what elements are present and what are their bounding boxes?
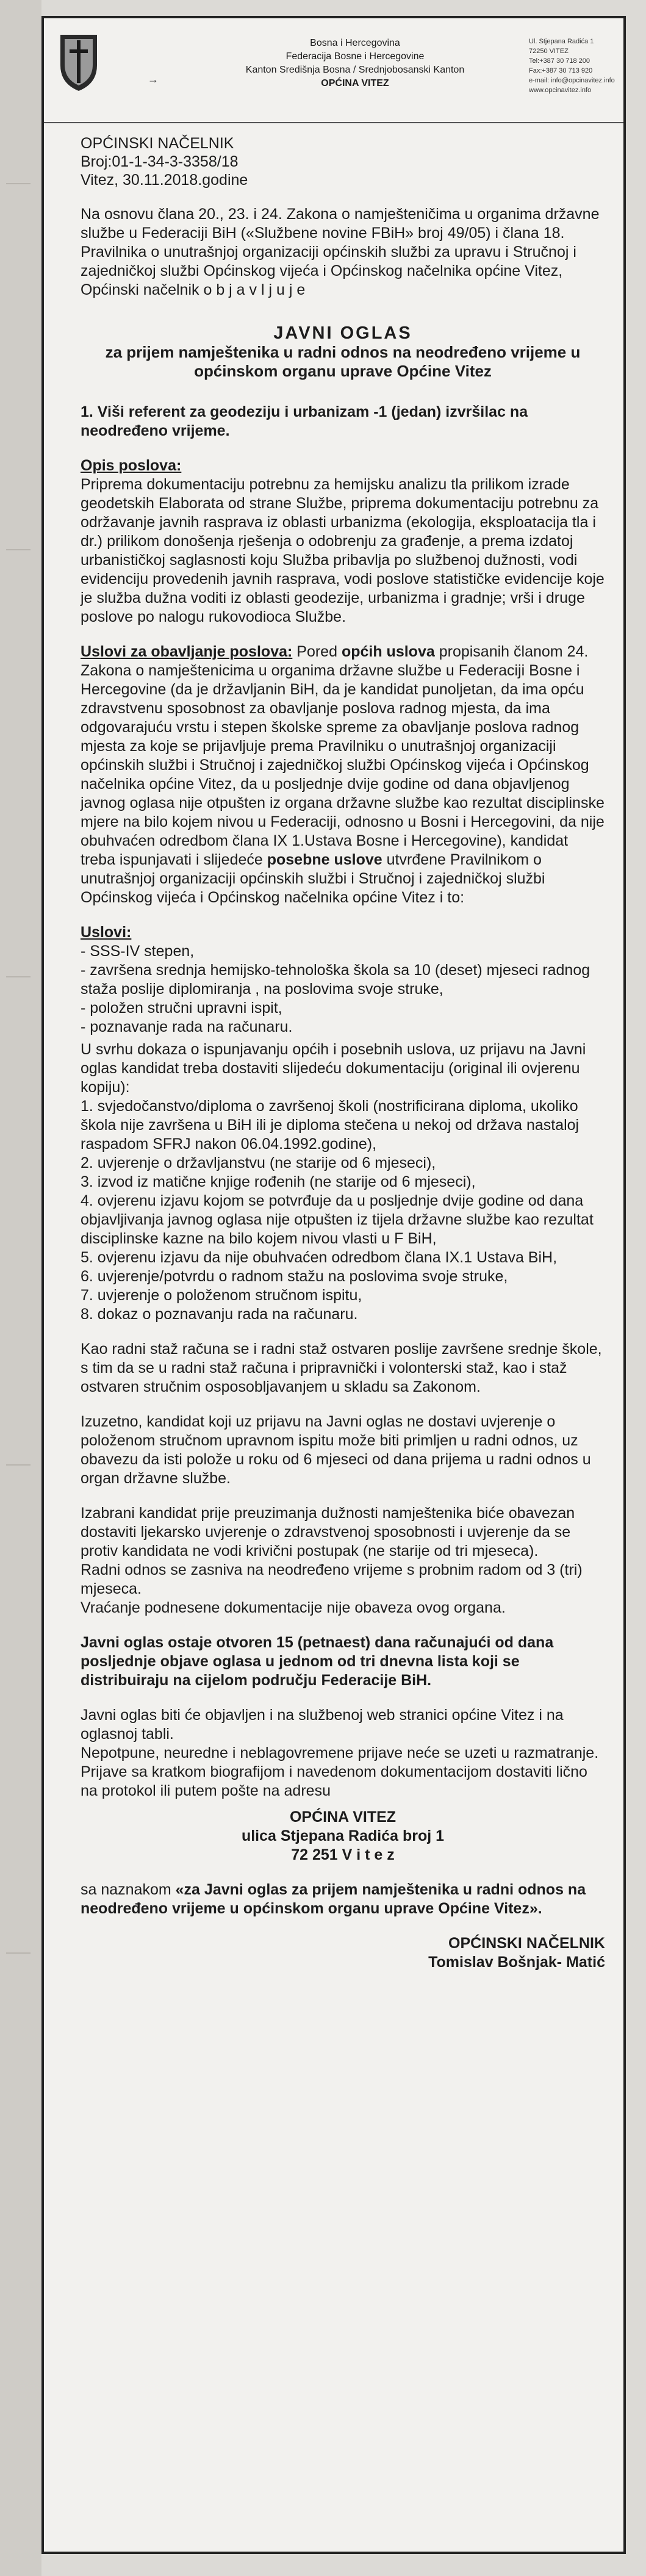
doc-item: 8. dokaz o poznavanju rada na računaru. bbox=[81, 1306, 358, 1323]
label-text: «za Javni oglas za prijem namještenika u radni odnos na neodređeno vrijeme u općinskom organu uprave Općine Vitez». bbox=[81, 1881, 586, 1917]
reference-block bbox=[81, 134, 605, 189]
contact-email: e-mail: info@opcinavitez.info bbox=[529, 77, 615, 84]
general-conditions: općih uslova bbox=[341, 643, 435, 660]
conditions-text: propisanih članom 24. Zakona o namještenicima u organima državne službe u Federaciji Bosne i Hercegovine (da je državljanin BiH, da je kandidat punoljetan, da ima opću zdravstvenu sposobnost za obavljanje poslova radnog mjesta, da ima odgovarajuću vrstu i stepen školske spreme za obavljanje poslova radnog mjesta za koje se prijavljuje prema Pravilniku o unutrašnjoj organizaciji općinskih službi i Stručnoj i zajedničkoj službi Općinskog vijeća i Općinskog načelnika općine Vitez, da u posljednje dvije godine od dana objavljenog javnog oglasa nije otpušten iz organa državne službe kao rezultat disciplinske mjere na bilo kojem nivou u Federaciji, odnosno u Bosni i Hercegovini, da nije obuhvaćen odredbom člana IX 1.Ustava Bosne i Hercegovine), kandidat treba ispunjavati i slijedeće bbox=[81, 643, 605, 868]
submit-note: Prijave sa kratkom biografijom i navedenom dokumentacijom dostaviti lično na protokol ili putem pošte na adresu bbox=[81, 1763, 587, 1799]
conditions-section bbox=[81, 642, 605, 907]
doc-item: 6. uvjerenje/potvrdu o radnom stažu na poslovima svoje struke, bbox=[81, 1268, 508, 1285]
publish-note: Javni oglas biti će objavljen i na službenoj web stranici općine Vitez i na oglasnoj tabli. bbox=[81, 1707, 564, 1743]
signature-office: OPĆINSKI NAČELNIK bbox=[448, 1935, 605, 1952]
requirement-item: - završena srednja hemijsko-tehnološka škola sa 10 (deset) mjeseci radnog staža poslije diplomiranja , na poslovima svoje struke, bbox=[81, 962, 590, 998]
letterhead-text bbox=[196, 37, 514, 90]
letterhead bbox=[44, 18, 623, 123]
duties-section bbox=[81, 456, 605, 627]
ad-title: JAVNI OGLAS bbox=[273, 323, 412, 343]
signature-name: Tomislav Bošnjak- Matić bbox=[428, 1954, 605, 1971]
requirement-item: - položen stručni upravni ispit, bbox=[81, 999, 282, 1016]
address-line: ulica Stjepana Radića broj 1 bbox=[241, 1827, 445, 1844]
signature-block bbox=[81, 1934, 605, 1972]
incomplete-note: Nepotpune, neuredne i neblagovremene prijave neće se uzeti u razmatranje. bbox=[81, 1744, 599, 1761]
contact-line: Fax:+387 30 713 920 bbox=[529, 67, 593, 74]
contact-website: www.opcinavitez.info bbox=[529, 87, 592, 94]
doc-item: 3. izvod iz matične knjige rođenih (ne starije od 6 mjeseci), bbox=[81, 1173, 476, 1190]
doc-item: 2. uvjerenje o državljanstvu (ne starije od 6 mjeseci), bbox=[81, 1154, 436, 1171]
exam-note: Izuzetno, kandidat koji uz prijavu na Javni oglas ne dostavi uvjerenje o položenom stručnom upravnom ispitu može biti primljen u radni odnos, uz obavezu da isti polože u roku od 6 mjeseci od dana prijema u radni odnos u organ državne službe. bbox=[81, 1413, 591, 1487]
medical-note: Izabrani kandidat prije preuzimanja dužnosti namještenika biće obavezan dostaviti ljekarsko uvjerenje o zdravstvenoj sposobnosti i uvjerenje da se protiv kandidata ne vodi krivični postupak (ne starije od tri mjeseca). bbox=[81, 1505, 575, 1560]
docs-intro: U svrhu dokaza o ispunjavanju općih i posebnih uslova, uz prijavu na Javni oglas kandidat treba dostaviti slijedeću dokumentaciju (original ili ovjerenu kopiju): bbox=[81, 1041, 586, 1096]
coat-of-arms-icon bbox=[57, 32, 100, 93]
doc-item: 7. uvjerenje o položenom stručnom ispitu, bbox=[81, 1287, 362, 1304]
contact-line: Ul. Stjepana Radića 1 bbox=[529, 38, 594, 45]
address-line: 72 251 V i t e z bbox=[291, 1846, 395, 1863]
doc-item: 5. ovjerenu izjavu da nije obuhvaćen odredbom člana IX.1 Ustava BiH, bbox=[81, 1249, 558, 1266]
requirement-item: - SSS-IV stepen, bbox=[81, 943, 195, 960]
reference-office: OPĆINSKI NAČELNIK bbox=[81, 135, 234, 152]
ad-body bbox=[81, 134, 605, 1972]
return-note: Vraćanje podnesene dokumentacije nije obaveza ovog organa. bbox=[81, 1599, 506, 1616]
open-note: Javni oglas ostaje otvoren 15 (petnaest) dana računajući od dana posljednje objave oglasa u jednom od tri dnevna lista koji se distribuiraju na cijelom području Federacije BiH. bbox=[81, 1634, 554, 1689]
requirements-heading: Uslovi: bbox=[81, 924, 132, 941]
requirement-item: - poznavanje rada na računaru. bbox=[81, 1018, 293, 1035]
ad-subtitle: za prijem namještenika u radni odnos na neodređeno vrijeme u općinskom organu uprave Općine Vitez bbox=[105, 343, 581, 380]
contact-line: 72250 VITEZ bbox=[529, 48, 569, 55]
conditions-heading: Uslovi za obavljanje poslova: bbox=[81, 643, 293, 660]
reference-date: Vitez, 30.11.2018.godine bbox=[81, 171, 248, 189]
conditions-text: utvrđene Pravilnikom o unutrašnjoj organizaciji općinskih službi i Stručnoj i zajedničkoj službi Općinskog vijeća i Općinskog načelnika općine Vitez i to: bbox=[81, 851, 545, 906]
letterhead-line: Bosna i Hercegovina bbox=[310, 38, 400, 48]
doc-item: 1. svjedočanstvo/diploma o završenoj školi (nostrificirana diploma, ukoliko škola nije završena u BiH ili je diploma stečena u nekoj od država nastaloj raspadom SFRJ nakon 06.04.1992.godine), bbox=[81, 1098, 580, 1153]
special-conditions: posebne uslove bbox=[267, 851, 382, 868]
position-heading: 1. Viši referent za geodeziju i urbanizam -1 (jedan) izvršilac na neodređeno vrijeme. bbox=[81, 403, 528, 439]
letterhead-municipality: OPĆINA VITEZ bbox=[321, 78, 389, 88]
letterhead-line: Kanton Središnja Bosna / Srednjobosanski Kanton bbox=[245, 65, 465, 75]
intro-paragraph: Na osnovu člana 20., 23. i 24. Zakona o namješteničima u organima državne službe u Federaciji BiH («Službene novine FBiH» broj 49/05) i člana 18. Pravilnika o unutrašnjoj organizaciji općinskih službi za upravu i Stručnoj i zajedničkoj službi Općinskog vijeća i Općinskog načelnika općine Vitez, Općinski načelnik o b j a v l j u j e bbox=[81, 206, 600, 298]
ad-sheet bbox=[41, 16, 626, 2554]
address-block bbox=[81, 1808, 605, 1865]
stage-note: Kao radni staž računa se i radni staž ostvaren poslije završene srednje škole, s tim da se u radni staž računa i pripravnički i volonterski staž, kao i staž ostvaren stručnim osposobljavanjem u skladu sa Zakonom. bbox=[81, 1340, 602, 1395]
page-left-edge bbox=[0, 0, 41, 2576]
letterhead-line: Federacija Bosne i Hercegovine bbox=[285, 51, 425, 62]
label-prefix: sa naznakom bbox=[81, 1881, 171, 1898]
requirements-section bbox=[81, 923, 605, 1324]
reference-number: Broj:01-1-34-3-3358/18 bbox=[81, 153, 239, 170]
letterhead-contact bbox=[529, 37, 620, 95]
label-note bbox=[81, 1880, 605, 1918]
address-line: OPĆINA VITEZ bbox=[289, 1808, 397, 1826]
contact-line: Tel:+387 30 718 200 bbox=[529, 57, 590, 65]
doc-item: 4. ovjerenu izjavu kojom se potvrđuje da u posljednje dvije godine od dana objavljivanja javnog oglasa nije otpušten iz tijela državne službe kao rezultat disciplinske kazne na bilo kojem nivou vlasti u F BiH, bbox=[81, 1192, 594, 1247]
duties-text: Priprema dokumentaciju potrebnu za hemijsku analizu tla prilikom izrade geodetskih Elaborata od strane Službe, priprema dokumentaciju potrebnu za održavanje javnih rasprava iz oblasti urbanizma (ekologija, eksploatacija tla i dr.) prilikom donošenja rješenja o odobrenju za građenje, a prema izdatoj urbanističkoj saglasnosti koju Služba pribavlja po službenoj dužnosti, vodi evidenciju provedenih javnih rasprava, vodi poslove statističke evidencije koje je služba dužna voditi iz oblasti geodezije, urbanizma i gradnje; vrši i druge poslove po nalogu rukovodioca Službe. bbox=[81, 476, 605, 625]
conditions-text: Pored bbox=[296, 643, 337, 660]
duties-heading: Opis poslova: bbox=[81, 457, 182, 474]
probation-note: Radni odnos se zasniva na neodređeno vrijeme s probnim radom od 3 (tri) mjeseca. bbox=[81, 1561, 583, 1597]
header-mark: → bbox=[148, 73, 159, 85]
